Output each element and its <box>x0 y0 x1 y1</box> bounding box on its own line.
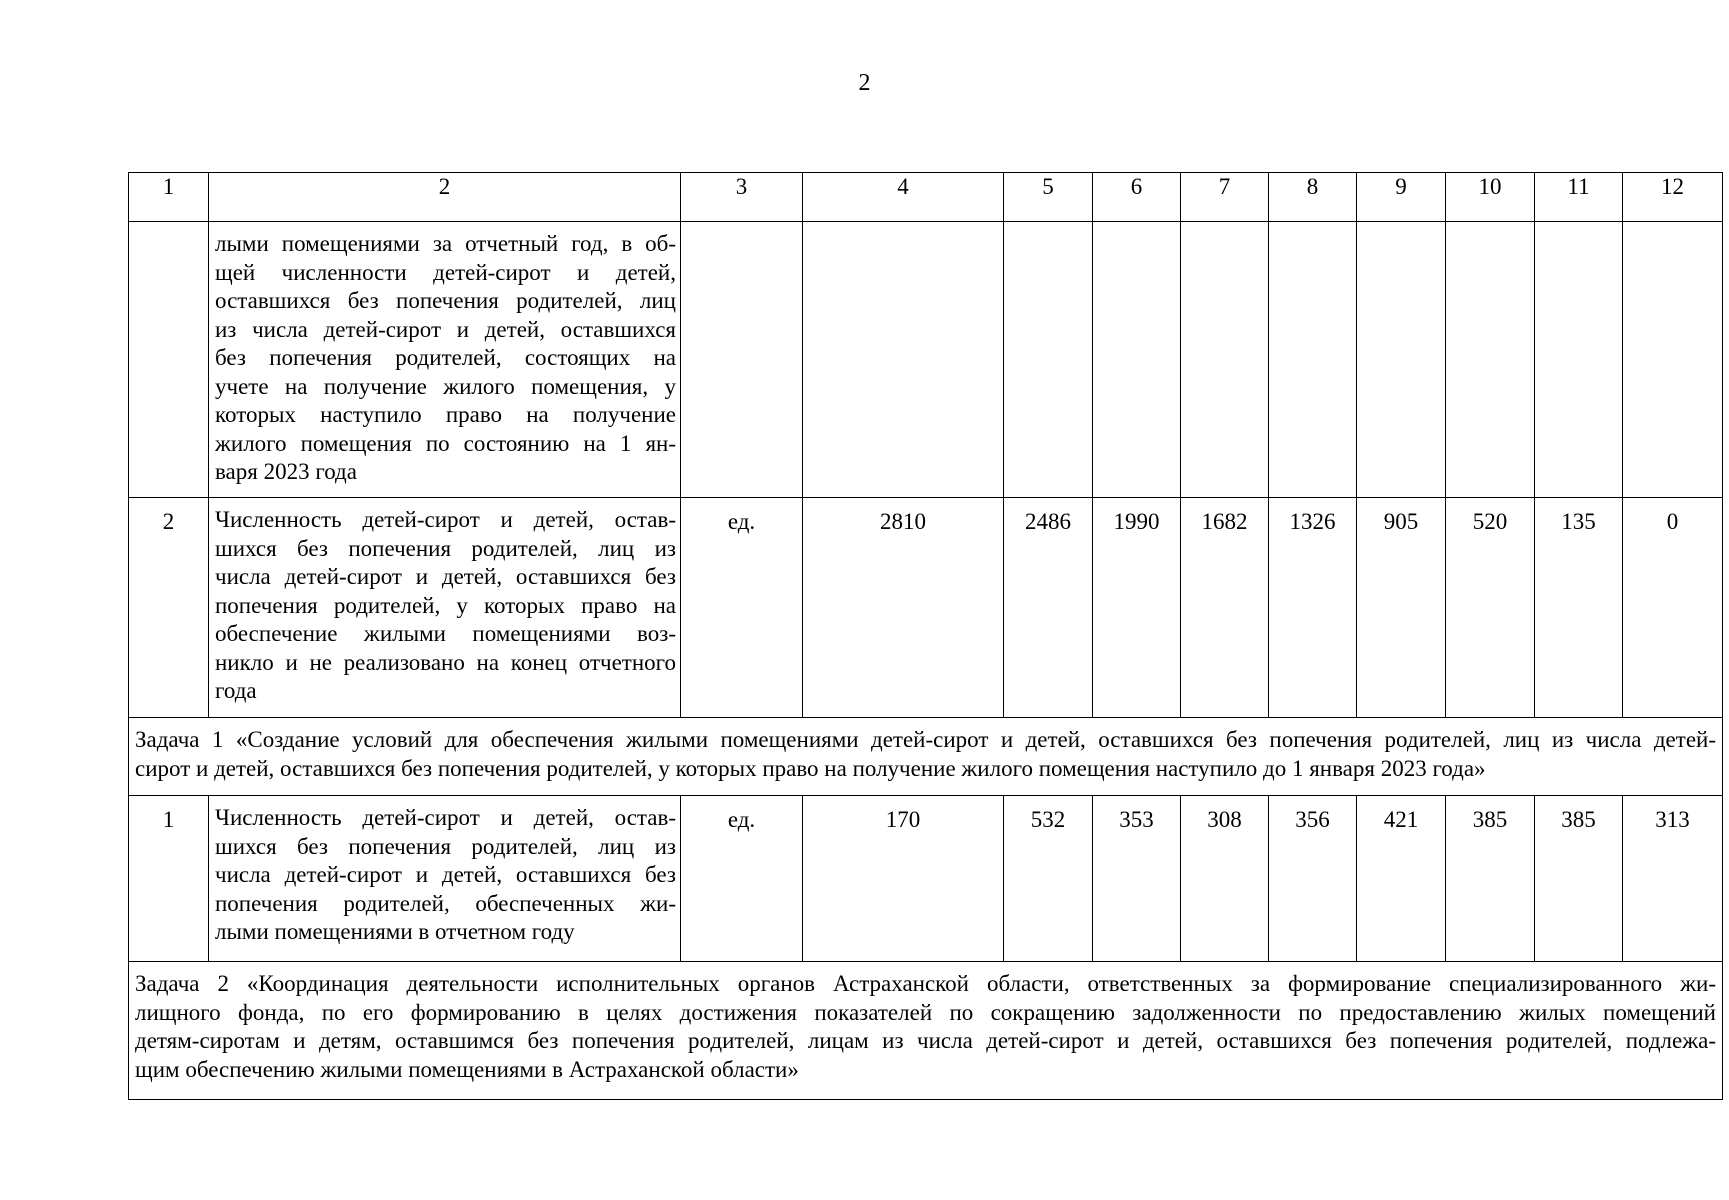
text-line: попечения родителей, у которых право на <box>215 592 676 618</box>
value-cell: 1990 <box>1093 498 1181 718</box>
value-cell: 353 <box>1093 796 1181 962</box>
text-line: варя 2023 года <box>215 459 357 484</box>
text-line: шихся без попечения родителей, лиц из <box>215 833 676 859</box>
indicators-table <box>128 172 1723 1100</box>
text-line: Численность детей-сирот и детей, остав- <box>215 507 676 532</box>
value-cell: 308 <box>1181 796 1269 962</box>
value-cell: 421 <box>1357 796 1446 962</box>
value-cell: 905 <box>1357 498 1446 718</box>
value-cell: 385 <box>1535 796 1623 962</box>
text-line: никло и не реализовано на конец отчетного <box>215 649 676 675</box>
text-line: Численность детей-сирот и детей, остав- <box>215 805 676 830</box>
row-number-cell: 1 <box>129 796 209 962</box>
table-row <box>129 796 1723 962</box>
unit-cell: ед. <box>681 796 803 962</box>
text-line: Задача 1 «Создание условий для обеспечения жилыми помещениями детей-сирот и детей, оставшихся без попечения родителей, лиц из числа детей- <box>135 727 1716 752</box>
value-cell: 2810 <box>803 498 1004 718</box>
value-cell: 356 <box>1269 796 1357 962</box>
header-cell: 9 <box>1357 173 1446 222</box>
text-line: лищного фонда, по его формированию в целях достижения показателей по сокращению задолженности по предоставлению жилых помещений <box>135 999 1716 1025</box>
header-cell: 3 <box>681 173 803 222</box>
header-cell: 7 <box>1181 173 1269 222</box>
task-2-heading <box>129 962 1723 1100</box>
page-number: 2 <box>858 70 871 96</box>
table-row <box>129 498 1723 718</box>
header-cell: 10 <box>1446 173 1535 222</box>
text-line: из числа детей-сирот и детей, оставшихся <box>215 316 676 342</box>
text-line: детям-сиротам и детям, оставшимся без попечения родителей, лицам из числа детей-сирот и детей, оставшихся без попечения родителей, подлежа- <box>135 1028 1716 1053</box>
value-cell: 0 <box>1623 498 1723 718</box>
text-line: сирот и детей, оставшихся без попечения родителей, у которых право на получение жилого помещения наступило до 1 января 2023 года» <box>135 755 1486 781</box>
header-cell: 8 <box>1269 173 1357 222</box>
text-line: жилого помещения по состоянию на 1 ян- <box>215 430 676 456</box>
text-line: обеспечение жилыми помещениями воз- <box>215 621 676 646</box>
value-cell: 170 <box>803 796 1004 962</box>
value-cell: 1326 <box>1269 498 1357 718</box>
row-number-cell: 2 <box>129 498 209 718</box>
value-cell <box>1535 222 1623 498</box>
indicator-description <box>209 222 681 498</box>
indicator-description <box>209 796 681 962</box>
text-line: лыми помещениями в отчетном году <box>215 919 575 944</box>
header-cell: 11 <box>1535 173 1623 222</box>
text-line: числа детей-сирот и детей, оставшихся без <box>215 862 676 887</box>
text-line: оставшихся без попечения родителей, лиц <box>215 288 676 313</box>
text-line: щей численности детей-сирот и детей, <box>215 259 676 285</box>
text-line: года <box>215 678 257 703</box>
text-line: учете на получение жилого помещения, у <box>215 373 676 399</box>
value-cell: 135 <box>1535 498 1623 718</box>
value-cell: 313 <box>1623 796 1723 962</box>
task-row <box>129 962 1723 1100</box>
unit-cell <box>681 222 803 498</box>
value-cell: 532 <box>1004 796 1093 962</box>
row-number-cell <box>129 222 209 498</box>
header-cell: 2 <box>209 173 681 222</box>
text-line: попечения родителей, обеспеченных жи- <box>215 890 676 916</box>
value-cell <box>1004 222 1093 498</box>
header-cell: 12 <box>1623 173 1723 222</box>
value-cell <box>1446 222 1535 498</box>
table-row <box>129 222 1723 498</box>
text-line: щим обеспечению жилыми помещениями в Астраханской области» <box>135 1056 799 1082</box>
header-cell: 1 <box>129 173 209 222</box>
value-cell: 2486 <box>1004 498 1093 718</box>
text-line: шихся без попечения родителей, лиц из <box>215 535 676 561</box>
value-cell <box>803 222 1004 498</box>
value-cell: 520 <box>1446 498 1535 718</box>
text-line: которых наступило право на получение <box>215 402 676 427</box>
text-line: числа детей-сирот и детей, оставшихся без <box>215 564 676 589</box>
task-1-heading <box>129 718 1723 796</box>
indicator-description <box>209 498 681 718</box>
value-cell <box>1269 222 1357 498</box>
value-cell: 385 <box>1446 796 1535 962</box>
task-row <box>129 718 1723 796</box>
text-line: лыми помещениями за отчетный год, в об- <box>215 231 676 256</box>
header-cell: 5 <box>1004 173 1093 222</box>
header-row <box>129 173 1723 222</box>
value-cell: 1682 <box>1181 498 1269 718</box>
value-cell <box>1181 222 1269 498</box>
header-cell: 4 <box>803 173 1004 222</box>
unit-cell: ед. <box>681 498 803 718</box>
value-cell <box>1623 222 1723 498</box>
value-cell <box>1093 222 1181 498</box>
value-cell <box>1357 222 1446 498</box>
header-cell: 6 <box>1093 173 1181 222</box>
text-line: Задача 2 «Координация деятельности исполнительных органов Астраханской области, ответственных за формирование специализированного жи- <box>135 971 1716 996</box>
text-line: без попечения родителей, состоящих на <box>215 345 676 370</box>
